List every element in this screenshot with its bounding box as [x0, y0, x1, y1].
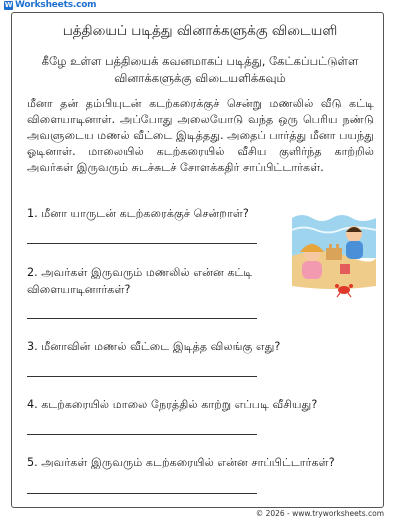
- answer-line-5[interactable]: [27, 493, 257, 494]
- question-3-text: 3. மீனாவின் மணல் வீட்டை இடித்த விலங்கு எது?: [27, 340, 281, 353]
- question-2: [27, 264, 252, 298]
- worksheet-instruction: [26, 53, 374, 87]
- girl-body: [302, 261, 322, 279]
- boy-body: [346, 241, 363, 259]
- question-4: [27, 396, 317, 413]
- answer-line-3[interactable]: [27, 376, 257, 377]
- worksheet-title: பத்தியைப் படித்து வினாக்களுக்கு விடையளி: [62, 23, 338, 39]
- brand-mark-icon: W: [4, 0, 13, 9]
- question-4-text: 4. கடற்கரையில் மாலை நேரத்தில் காற்று எப்படி வீசியது?: [27, 398, 318, 411]
- question-1: [27, 205, 249, 222]
- question-2-text-line-2: விளையாடினார்கள்?: [27, 283, 131, 296]
- question-5-text: 5. அவர்கள் இருவரும் கடற்கரையில் என்ன சாப்பிட்டார்கள்?: [27, 456, 335, 469]
- answer-line-1[interactable]: [27, 243, 257, 244]
- beach-children-illustration: [290, 200, 378, 300]
- bucket-icon: [340, 264, 350, 274]
- instruction-line-2: வினாக்களுக்கு விடையளிக்கவும்: [114, 71, 286, 85]
- brand-name: Worksheets.com: [15, 0, 97, 10]
- question-5: [27, 454, 335, 471]
- answer-line-2[interactable]: [27, 318, 257, 319]
- question-2-text-line-1: 2. அவர்கள் இருவரும் மணலில் என்ன கட்டி: [27, 266, 253, 279]
- question-3: [27, 338, 280, 355]
- copyright-notice: © 2026 - www.tryworksheets.com: [255, 509, 384, 518]
- question-1-text: 1. மீனா யாருடன் கடற்கரைக்குச் சென்றாள்?: [27, 207, 249, 220]
- answer-line-4[interactable]: [27, 434, 257, 435]
- reading-passage: மீனா தன் தம்பியுடன் கடற்கரைக்குச் சென்று மணலில் வீடு கட்டி விளையாடினாள். அப்போது அலையோடு வந்த ஒரு பெரிய நண்டு அவளுடைய மணல் வீட்டை இடித்தது. அதைப் பார்த்து மீனா பயந்து ஓடினாள். மாலையில் கடற்கரையில் வீசிய குளிர்ந்த காற்றில் அவர்கள் இருவரும் சுடச்சுடச் சோளக்கதிர் சாப்பிட்டார்கள்.: [27, 97, 374, 174]
- brand-logo: [4, 0, 96, 10]
- instruction-line-1: கீழே உள்ள பத்தியைக் கவனமாகப் படித்து, கேட்கப்பட்டுள்ள: [41, 54, 359, 68]
